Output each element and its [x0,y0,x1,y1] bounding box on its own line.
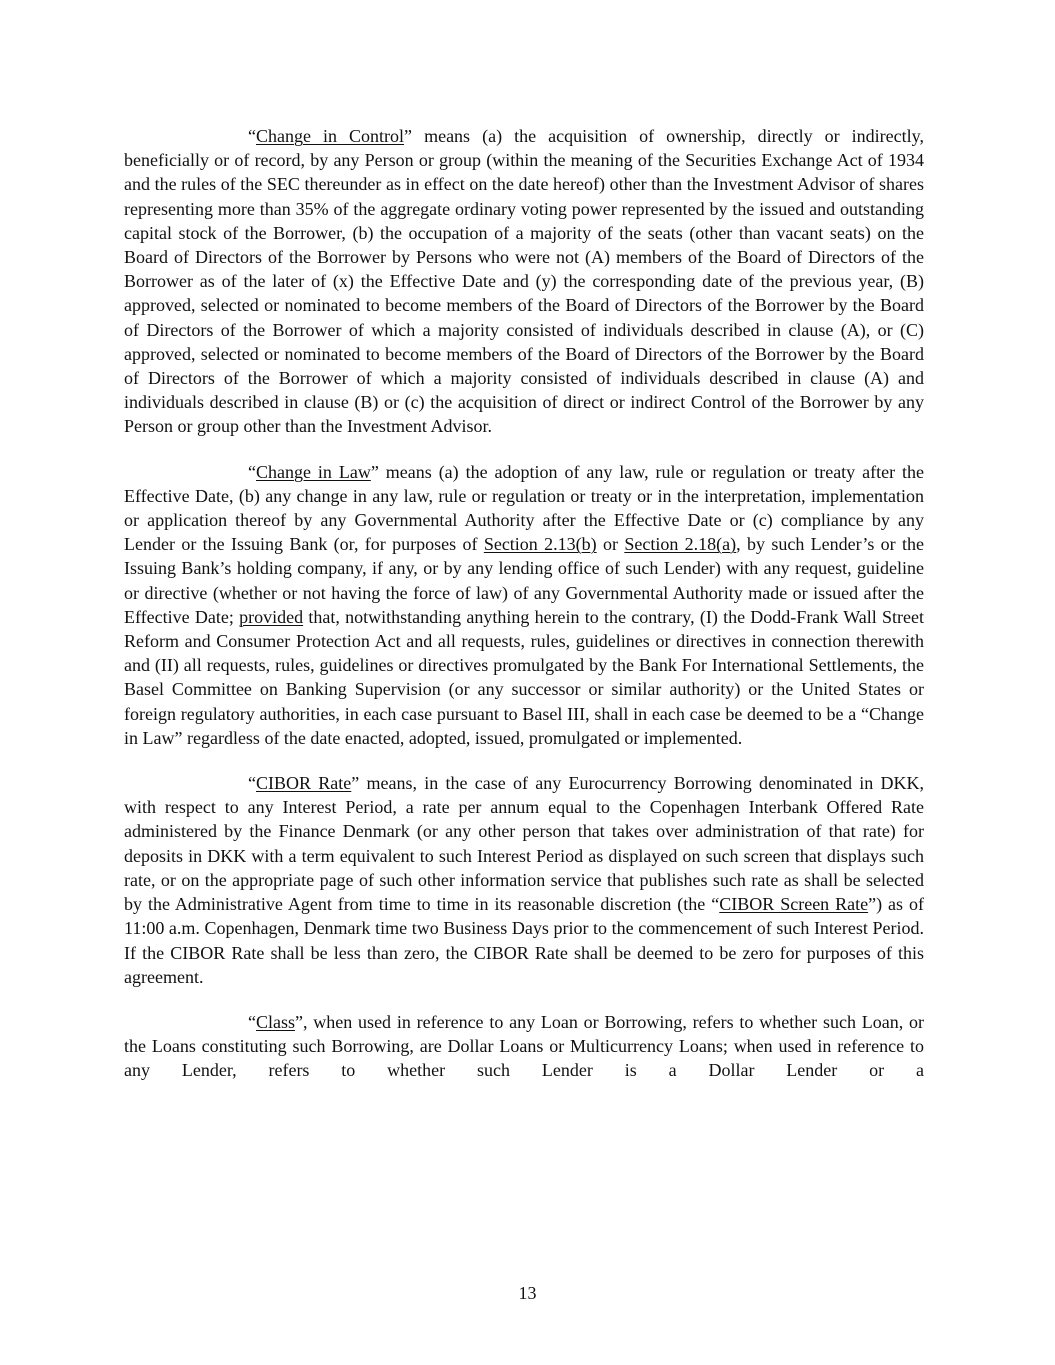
definition-text: that, notwithstanding anything herein to the contrary, (I) the Dodd-Frank Wall Street Reform and Consumer Protection Act and all requests, rules, guidelines or directives in connection therewith and (II) all requests, rules, guidelines or directives promulgated by the Bank For International Settlements, the Basel Committee on Banking Supervision (or any successor or similar authority) or the United States or foreign regulatory authorities, in each case pursuant to Basel III, shall in each case be deemed to be a “Change in Law” regardless of the date enacted, adopted, issued, promulgated or implemented. [124,606,924,748]
definition-text: means (a) the acquisition of ownership, directly or indirectly, beneficially or of record, by any Person or group (within the meaning of the Securities Exchange Act of 1934 and the rules of the SEC thereunder as in effect on the date hereof) other than the Investment Advisor of shares representing more than 35% of the aggregate ordinary voting power represented by the issued and outstanding capital stock of the Borrower, (b) the occupation of a majority of the seats (other than vacant seats) on the Board of Directors of the Borrower by Persons who were not (A) members of the Board of Directors of the Borrower as of the later of (x) the Effective Date and (y) the corresponding date of the previous year, (B) approved, selected or nominated to become members of the Board of Directors of the Borrower by the Board of Directors of the Borrower of which a majority consisted of individuals described in clause (A), or (C) approved, selected or nominated to become members of the Board of Directors of the Borrower by the Board of Directors of the Borrower of which a majority consisted of individuals described in clause (A) and individuals described in clause (B) or (c) the acquisition of direct or indirect Control of the Borrower by any Person or group other than the Investment Advisor. [124,126,924,437]
close-quote: ” [351,773,360,794]
definition-class [124,1010,924,1083]
defined-term: Change in Law [256,461,371,482]
close-quote: ” [404,126,413,146]
defined-term: Class [256,1011,296,1032]
open-quote: “ [248,773,256,794]
definition-text: or [596,534,625,555]
open-quote: “ [248,461,256,482]
close-quote: ” [370,461,379,482]
definition-text: , when used in reference to any Loan or Borrowing, refers to whether such Loan, or the Loans constituting such Borrowing, are Dollar Loans or Multicurrency Loans; when used in reference to any Lender, refers to whether such Lender is a Dollar Lender or a [124,1011,924,1081]
page-number: 13 [518,1283,537,1303]
definition-change-in-control [124,124,924,439]
definition-text: means (a) the adoption of any law, rule or regulation or treaty after the Effective Date, (b) any change in any law, rule or regulation or treaty or in the interpretation, implementation or application thereof by any Governmental Authority after the Effective Date or (c) compliance by any Lender or the Issuing Bank (or, for purposes of [124,461,925,555]
open-quote: “ [248,1011,256,1032]
defined-term: Change in Control [256,126,405,146]
section-reference: Section 2.13(b) [483,534,597,555]
close-quote: ” [295,1011,304,1032]
section-reference: Section 2.18(a) [624,534,737,555]
definition-text: ”) as of 11:00 a.m. Copenhagen, Denmark time two Business Days prior to the commencement of such Interest Period. If the CIBOR Rate shall be less than zero, the CIBOR Rate shall be deemed to be zero for purposes of this agreement. [124,894,924,987]
definition-cibor-rate [124,771,924,989]
defined-term: CIBOR Screen Rate [719,894,869,915]
definition-text: means, in the case of any Eurocurrency Borrowing denominated in DKK, with respect to any Interest Period, a rate per annum equal to the Copenhagen Interbank Offered Rate administered by the Finance Denmark (or any other person that takes over administration of that rate) for deposits in DKK with a term equivalent to such Interest Period as displayed on such screen that displays such rate, or on the appropriate page of such other information service that publishes such rate as shall be selected by the Administrative Agent from time to time in its reasonable discretion (the “ [124,773,924,915]
open-quote: “ [248,126,256,146]
document-page [124,124,924,1083]
proviso-term: provided [239,606,304,627]
defined-term: CIBOR Rate [256,773,352,794]
definition-text: , by such Lender’s or the Issuing Bank’s holding company, if any, or by any lending office of such Lender) with any request, guideline or directive (whether or not having the force of law) of any Governmental Authority made or issued after the Effective Date; [124,534,925,627]
definition-change-in-law [124,460,924,750]
